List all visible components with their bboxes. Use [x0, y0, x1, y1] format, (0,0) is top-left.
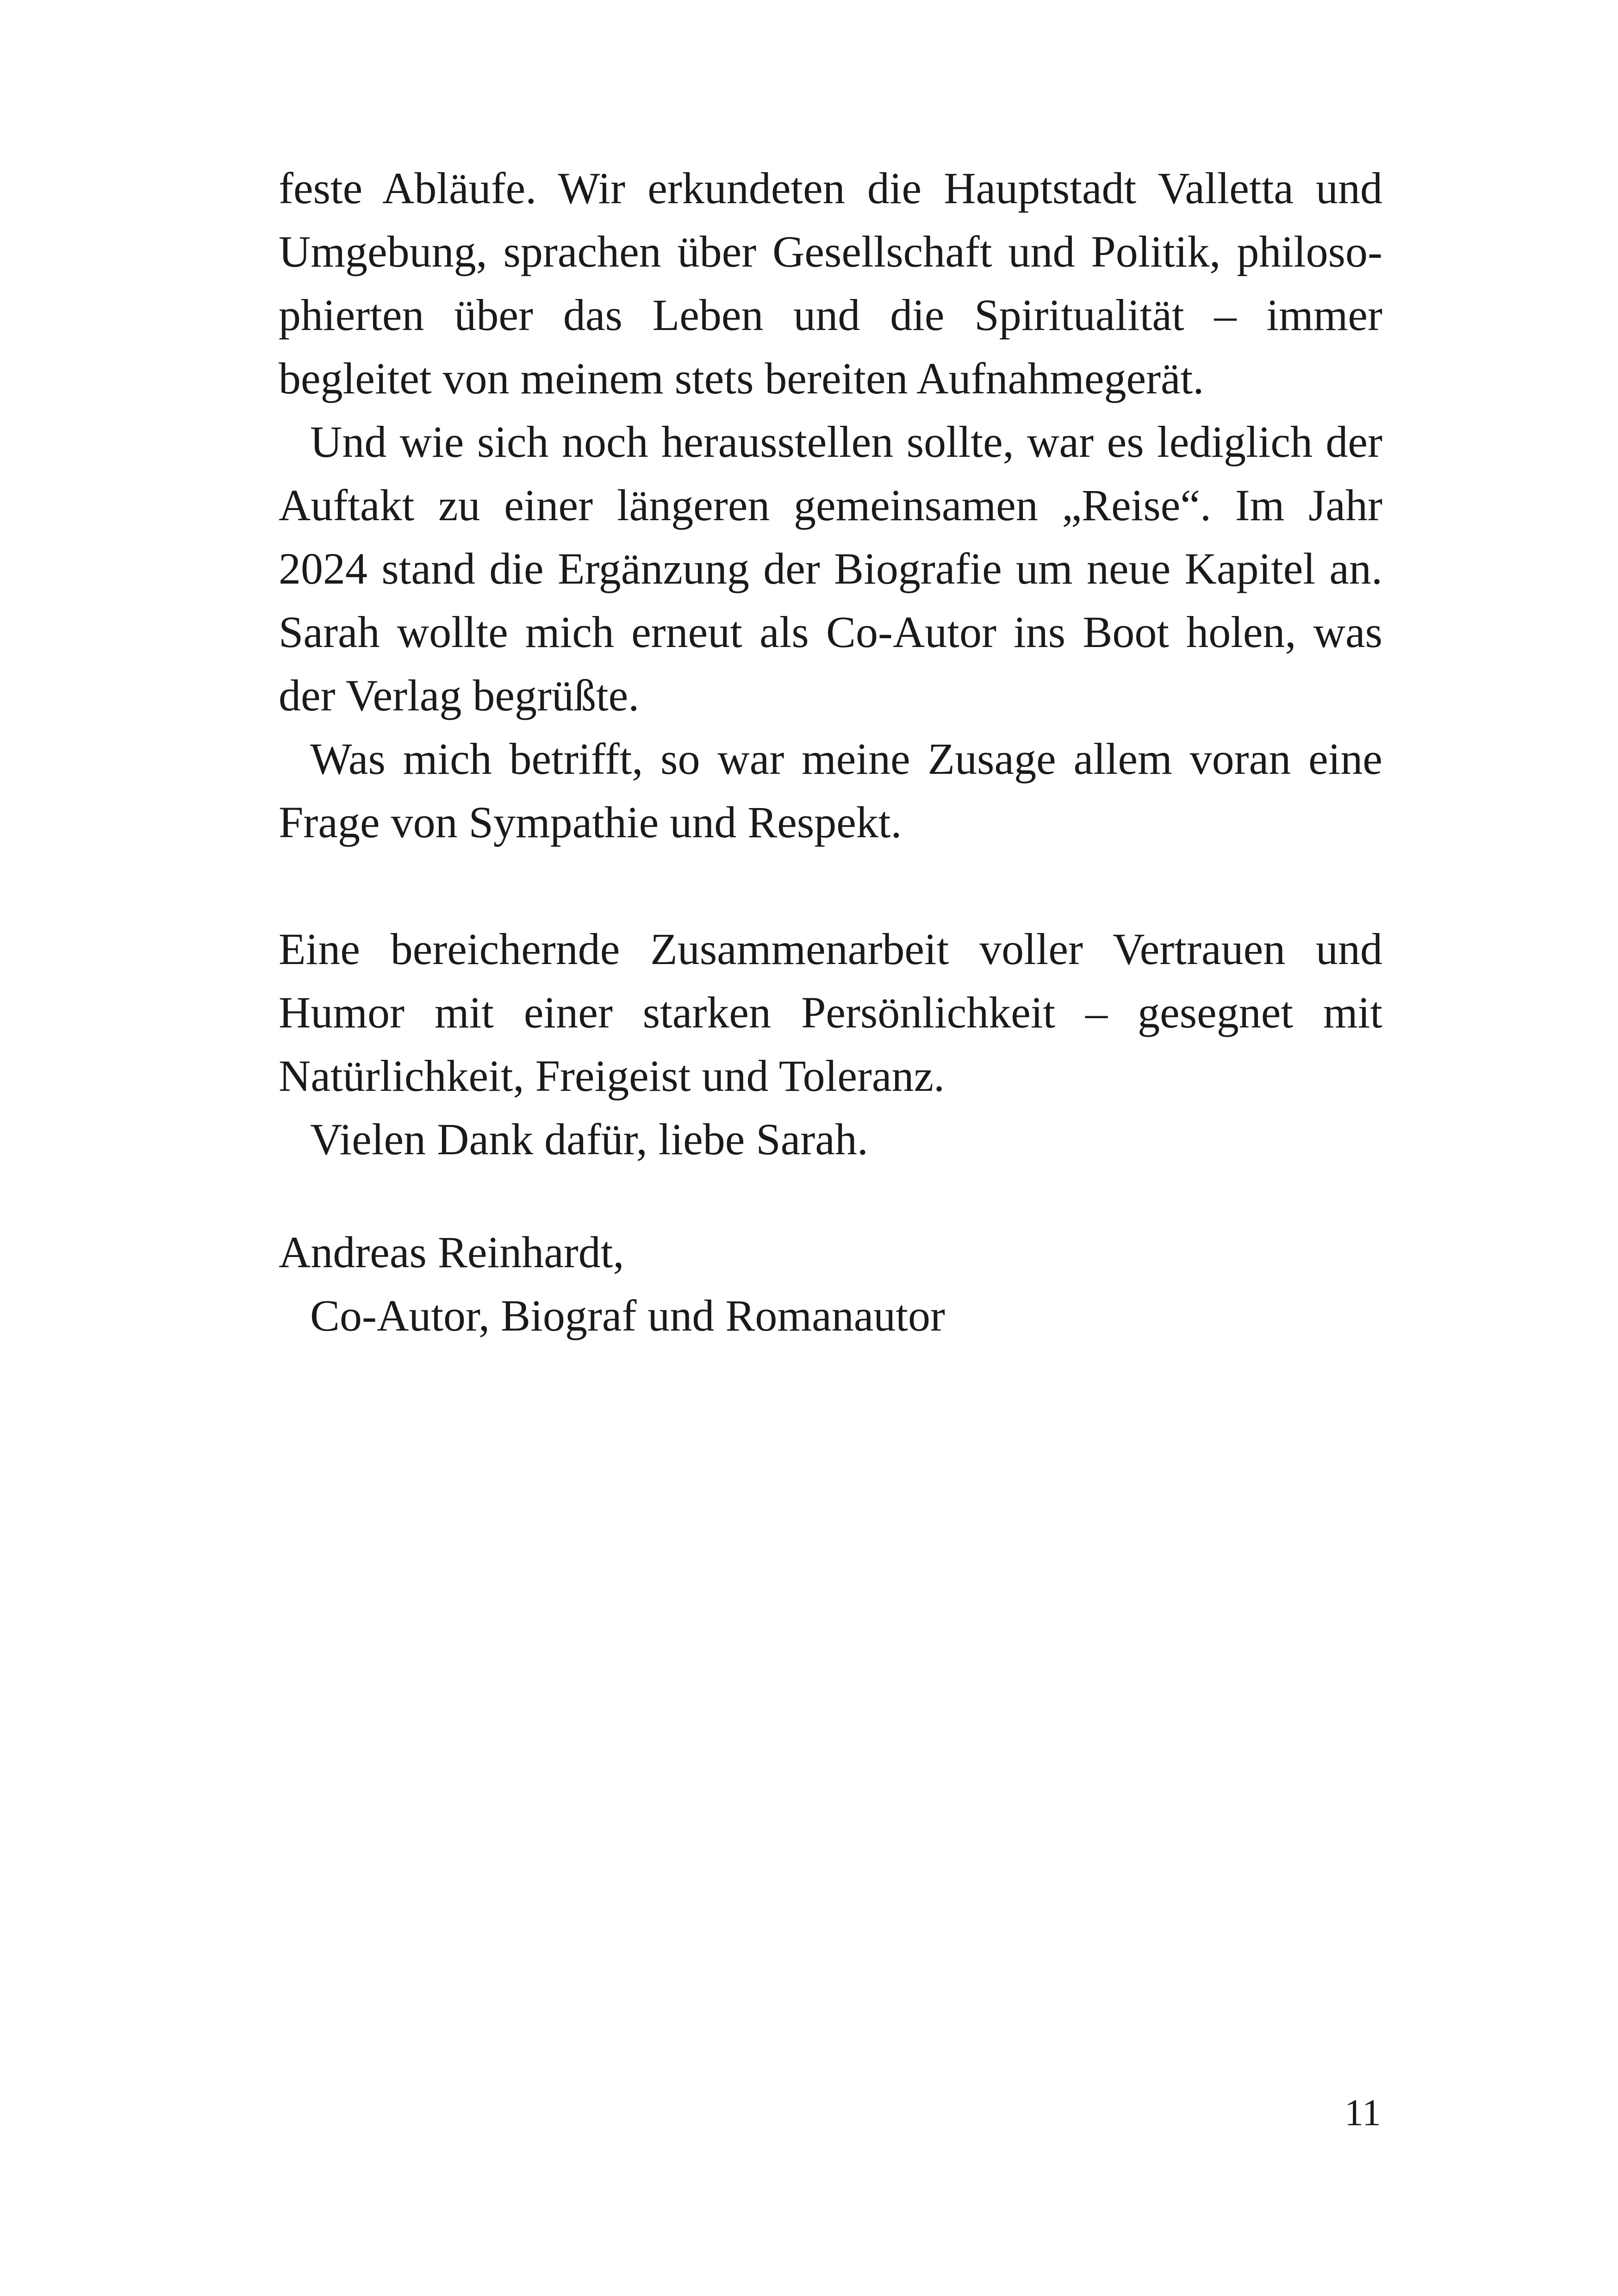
- text-line: Sarah wollte mich erneut als Co-Autor ins Boot holen, was: [279, 607, 1382, 657]
- text-line: Und wie sich noch herausstellen sollte, war es lediglich der: [310, 417, 1382, 467]
- paragraph-3: [279, 727, 1382, 854]
- text-line: Frage von Sympathie und Respekt.: [279, 797, 902, 847]
- text-line: Umgebung, sprachen über Gesellschaft und Politik, philoso-: [279, 227, 1382, 276]
- text-line: Eine bereichernde Zusammenarbeit voller Vertrauen und: [279, 924, 1382, 974]
- text-line: feste Abläufe. Wir erkundeten die Hauptstadt Valletta und: [279, 163, 1382, 213]
- author-name: Andreas Reinhardt,: [279, 1227, 624, 1277]
- text-line: phierten über das Leben und die Spiritualität – immer: [279, 290, 1382, 340]
- text-line: Was mich betrifft, so war meine Zusage allem voran eine: [310, 734, 1382, 784]
- text-line: Natürlichkeit, Freigeist und Toleranz.: [279, 1051, 945, 1101]
- paragraph-2: [279, 410, 1382, 727]
- paragraph-5: [279, 1108, 1382, 1171]
- paragraph-1: [279, 156, 1382, 410]
- text-line: Vielen Dank dafür, liebe Sarah.: [310, 1114, 868, 1164]
- author-role: Co-Autor, Biograf und Romanautor: [310, 1291, 945, 1340]
- paragraph-4: [279, 917, 1382, 1108]
- text-line: der Verlag begrüßte.: [279, 671, 640, 720]
- body-text: [279, 156, 1382, 1171]
- text-line: Auftakt zu einer längeren gemeinsamen „Reise“. Im Jahr: [279, 480, 1382, 530]
- text-line: Humor mit einer starken Persönlichkeit – gesegnet mit: [279, 988, 1382, 1037]
- text-line: 2024 stand die Ergänzung der Biografie um neue Kapitel an.: [279, 544, 1382, 593]
- text-line: begleitet von meinem stets bereiten Aufnahmegerät.: [279, 354, 1204, 403]
- signature: [279, 1220, 945, 1347]
- page-number: 11: [1344, 2091, 1381, 2134]
